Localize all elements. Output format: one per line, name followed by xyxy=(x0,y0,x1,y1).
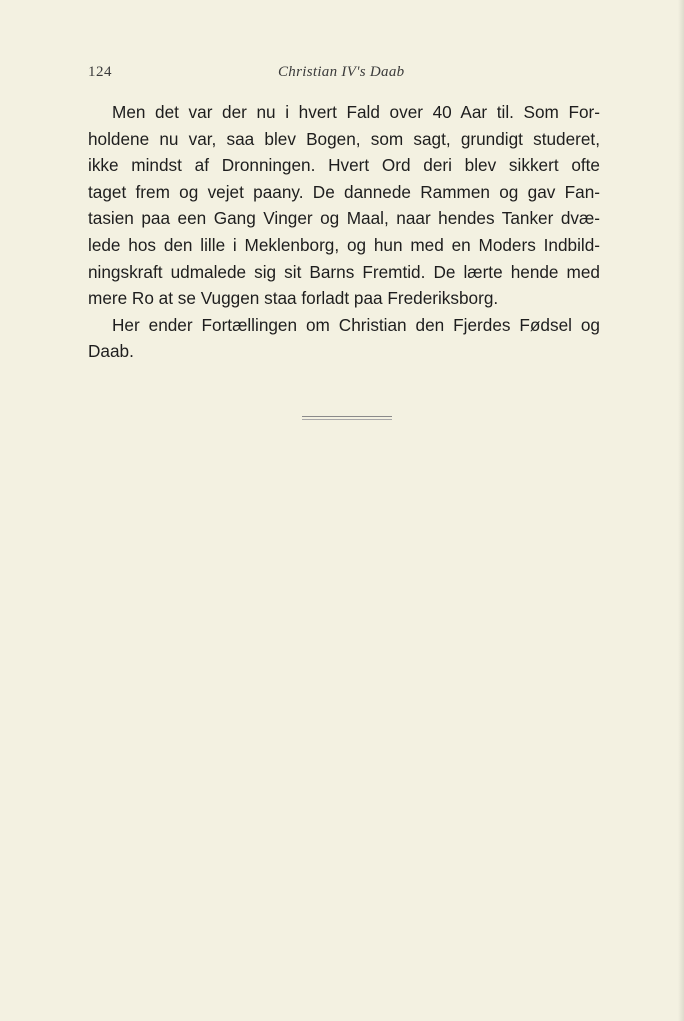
text-line: tasien paa een Gang Vinger og Maal, naar hendes Tanker dvæ- xyxy=(88,208,600,229)
page-number: 124 xyxy=(88,64,112,80)
text-line: lede hos den lille i Meklenborg, og hun med en Moders Indbild- xyxy=(88,234,600,255)
text-line: ningskraft udmalede sig sit Barns Fremtid. De lærte hende med xyxy=(88,261,600,282)
text-line: mere Ro at se Vuggen staa forladt paa Frederiksborg. xyxy=(88,288,499,309)
running-title: Christian IV's Daab xyxy=(278,64,405,80)
text-line: Daab. xyxy=(88,341,134,362)
body-text xyxy=(88,99,600,365)
text-line: ikke mindst af Dronningen. Hvert Ord deri blev sikkert ofte xyxy=(88,155,600,176)
page-edge-shadow xyxy=(678,0,684,1021)
section-end-divider xyxy=(302,416,392,417)
text-line: Men det var der nu i hvert Fald over 40 Aar til. Som For- xyxy=(112,102,600,122)
text-line: Her ender Fortællingen om Christian den Fjerdes Fødsel og xyxy=(112,314,600,335)
text-line: taget frem og vejet paany. De dannede Rammen og gav Fan- xyxy=(88,181,600,202)
text-line: holdene nu var, saa blev Bogen, som sagt, grundigt studeret, xyxy=(88,128,600,149)
